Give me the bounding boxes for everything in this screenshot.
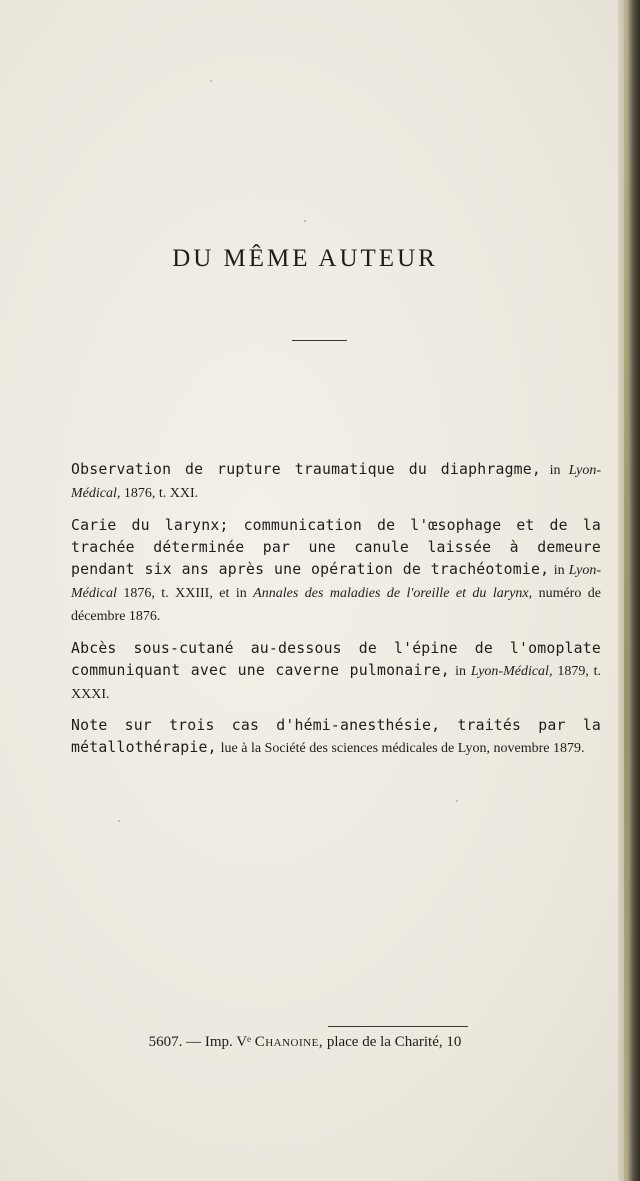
entry-title: Abcès sous-cutané au-dessous de l'épine de l'omoplate communiquant avec une caverne pulmonaire,	[71, 640, 601, 679]
paper-speck	[456, 800, 458, 802]
bibliography-entry	[71, 515, 601, 628]
entry-title: Carie du larynx; communication de l'œsophage et de la trachée déterminée par une canule laissée à demeure pendant six ans après une opération de trachéotomie,	[71, 517, 601, 578]
entry-details: lue à la Société des sciences médicales de Lyon, novembre 1879.	[220, 741, 585, 756]
entry-title: Note sur trois cas d'hémi-anesthésie, traités par la métallothérapie,	[71, 717, 601, 756]
page-edge-stain	[624, 0, 628, 1181]
paper-speck	[304, 220, 306, 222]
imprint-printer: Chanoine,	[254, 1034, 324, 1050]
entry-details: 1879, t. XXXI.	[71, 664, 602, 702]
entry-journal: Lyon-Médical,	[470, 664, 553, 679]
entry-details: 1876, t. XXIII, et in	[123, 586, 247, 601]
bibliography-entry	[71, 459, 601, 505]
paper-speck	[118, 820, 120, 822]
entry-journal: Lyon-Médical	[71, 563, 602, 601]
entry-title: Observation de rupture traumatique du diaphragme,	[71, 461, 541, 478]
page-edge	[618, 0, 640, 1181]
imprint-dash: —	[186, 1034, 202, 1050]
footer-divider	[328, 1026, 468, 1027]
entry-details: 1876, t. XXI.	[123, 486, 199, 501]
entry-details-2: numéro de décembre 1876.	[71, 586, 602, 624]
imprint-address: place de la Charité, 10	[326, 1034, 462, 1050]
bibliography-entry	[71, 638, 601, 706]
page-title: DU MÊME AUTEUR	[172, 245, 438, 272]
printer-imprint	[0, 1034, 610, 1051]
entry-journal-2: Annales des maladies de l'oreille et du larynx,	[253, 586, 533, 601]
entry-in: in	[549, 463, 561, 478]
imprint-label: Imp. Vᵉ	[204, 1034, 251, 1050]
bibliography-entry	[71, 715, 601, 760]
title-divider	[292, 340, 347, 341]
entry-in: in	[553, 563, 565, 578]
entry-in: in	[455, 664, 466, 679]
paper-speck	[210, 80, 212, 82]
entry-journal: Lyon-Médical,	[71, 463, 602, 501]
imprint-number: 5607.	[148, 1034, 183, 1050]
